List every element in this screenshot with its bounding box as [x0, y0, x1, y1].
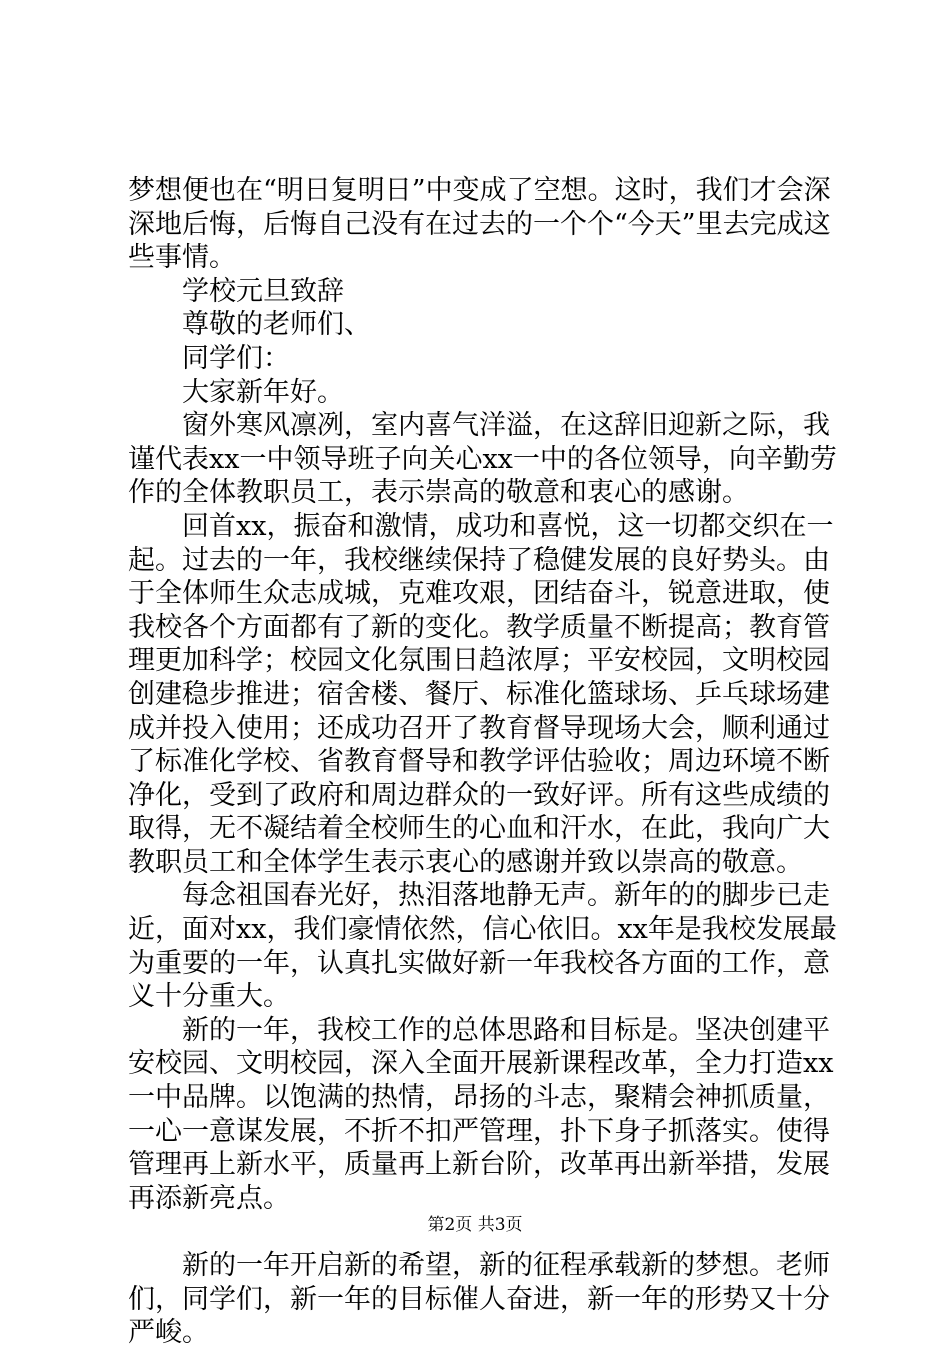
paragraph-continuation: 梦想便也在“明日复明日”中变成了空想。这时，我们才会深深地后悔，后悔自己没有在过去的一个个“今天”里去完成这些事情。 [128, 175, 831, 274]
page-footer: 第2页 共3页 [427, 1215, 523, 1235]
paragraph-review: 回首xx，振奋和激情，成功和喜悦，这一切都交织在一起。过去的一年，我校继续保持了稳健发展的良好势头。由于全体师生众志成城，克难攻艰，团结奋斗，锐意进取，使我校各个方面都有了新的变化。教学质量不断提高；教育管理更加科学；校园文化氛围日趋浓厚；平安校园，文明校园创建稳步推进；宿舍楼、餐厅、标准化篮球场、乒乓球场建成并投入使用；还成功召开了教育督导现场大会，顺利通过了标准化学校、省教育督导和教学评估验收；周边环境不断净化，受到了政府和周边群众的一致好评。所有这些成绩的取得，无不凝结着全校师生的心血和汗水，在此，我向广大教职员工和全体学生表示衷心的感谢并致以崇高的敬意。 [128, 510, 834, 878]
paragraph-goals: 新的一年，我校工作的总体思路和目标是。坚决创建平安校园、文明校园，深入全面开展新课程改革，全力打造xx一中品牌。以饱满的热情，昂扬的斗志，聚精会神抓质量，一心一意谋发展，不折不扣严管理，扑下身子抓落实。使得管理再上新水平，质量再上新台阶，改革再出新举措，发展再添新亮点。 [128, 1014, 834, 1214]
paragraph-thanks: 窗外寒风凛冽，室内喜气洋溢，在这辞旧迎新之际，我谨代表xx一中领导班子向关心xx一中的各位领导，向辛勤劳作的全体教职员工，表示崇高的敬意和衷心的感谢。 [128, 410, 837, 509]
paragraph-greeting: 大家新年好。 [182, 376, 344, 408]
paragraph-closing: 新的一年开启新的希望，新的征程承载新的梦想。老师们，同学们，新一年的目标催人奋进，新一年的形势又十分严峻。 [128, 1250, 830, 1349]
paragraph-title: 学校元旦致辞 [182, 275, 344, 307]
document-body [128, 174, 856, 1350]
paragraph-salutation-teachers: 尊敬的老师们、 [182, 309, 371, 341]
paragraph-salutation-students: 同学们： [182, 342, 290, 374]
paragraph-outlook: 每念祖国春光好，热泪落地静无声。新年的的脚步已走近，面对xx，我们豪情依然，信心依旧。xx年是我校发展最为重要的一年，认真扎实做好新一年我校各方面的工作，意义十分重大。 [128, 880, 837, 1013]
